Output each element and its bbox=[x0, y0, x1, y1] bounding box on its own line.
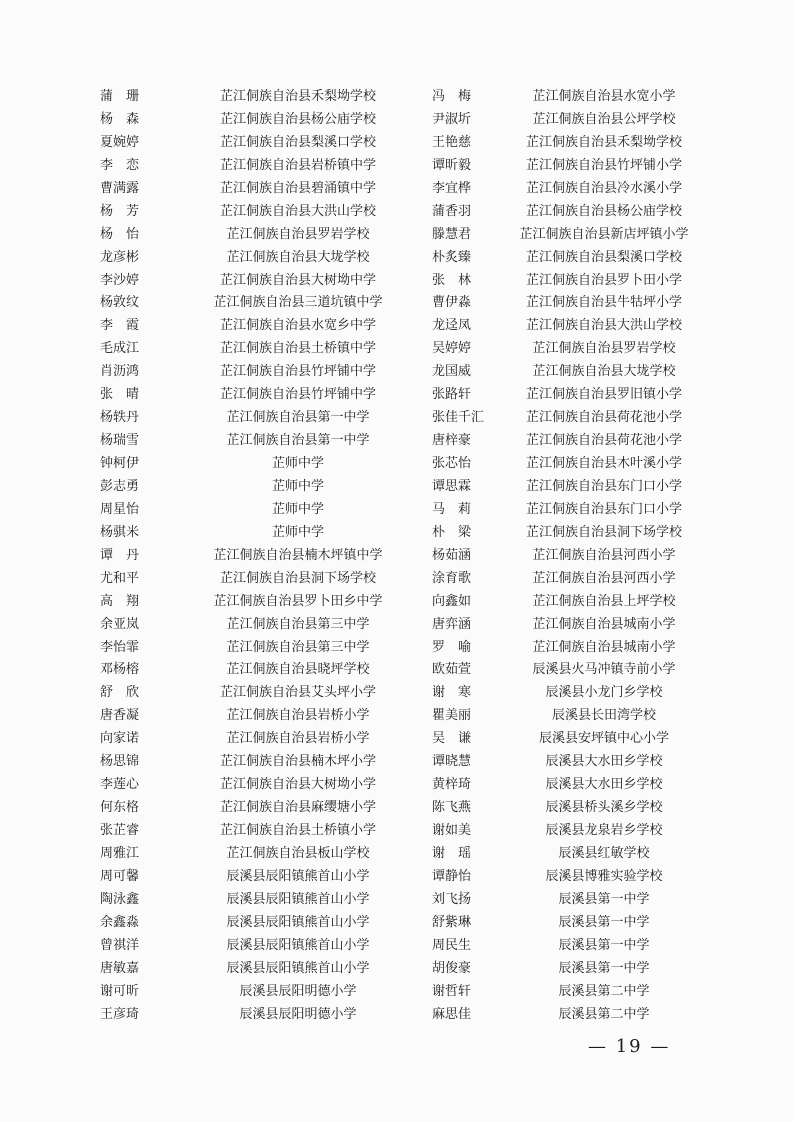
person-name: 舒紫琳 bbox=[432, 914, 472, 930]
person-name: 张 林 bbox=[432, 272, 472, 288]
school-name: 辰溪县龙泉岩乡学校 bbox=[545, 823, 663, 838]
person-name: 周可馨 bbox=[100, 868, 140, 884]
person-name: 谢如美 bbox=[432, 823, 472, 838]
school-name: 辰溪县大水田乡学校 bbox=[545, 754, 663, 770]
person-name: 朴 梁 bbox=[432, 524, 472, 540]
person-name: 谢 寒 bbox=[432, 685, 472, 701]
person-name: 尹淑圻 bbox=[432, 111, 472, 127]
school-name: 辰溪县安坪镇中心小学 bbox=[538, 731, 669, 747]
person-name: 曹伊淼 bbox=[432, 295, 472, 311]
person-name: 杨瑞雪 bbox=[100, 433, 140, 449]
person-name: 张芷睿 bbox=[100, 823, 140, 838]
school-name: 芷江侗族自治县岩桥小学 bbox=[226, 708, 370, 724]
person-name: 邓杨榕 bbox=[100, 662, 140, 678]
person-name: 马 莉 bbox=[432, 501, 472, 517]
school-name: 芷江侗族自治县大垅学校 bbox=[226, 249, 370, 265]
person-name: 李怡霏 bbox=[100, 639, 140, 655]
school-name: 辰溪县辰阳明德小学 bbox=[239, 1006, 357, 1022]
school-name: 辰溪县辰阳镇熊首山小学 bbox=[226, 868, 370, 884]
list-row bbox=[0, 889, 793, 912]
list-row bbox=[0, 453, 793, 476]
person-name: 吴婷婷 bbox=[432, 341, 472, 357]
person-name: 周民生 bbox=[432, 937, 472, 953]
school-name: 芷江侗族自治县禾梨坳学校 bbox=[525, 134, 682, 150]
person-name: 瞿美丽 bbox=[432, 708, 472, 724]
list-row bbox=[0, 109, 793, 132]
school-name: 芷江侗族自治县第三中学 bbox=[226, 616, 370, 632]
list-row bbox=[0, 981, 793, 1004]
person-name: 李 恋 bbox=[100, 157, 140, 173]
person-name: 谭 丹 bbox=[100, 547, 140, 563]
person-name: 杨骐米 bbox=[100, 524, 140, 540]
list-row bbox=[0, 201, 793, 224]
school-name: 芷江侗族自治县水宽小学 bbox=[532, 89, 676, 104]
person-name: 麻思佳 bbox=[432, 1006, 472, 1022]
person-name: 高 翔 bbox=[100, 593, 140, 609]
list-row bbox=[0, 705, 793, 728]
list-row bbox=[0, 86, 793, 109]
school-name: 芷江侗族自治县河西小学 bbox=[532, 570, 676, 586]
list-row bbox=[0, 637, 793, 660]
list-row bbox=[0, 774, 793, 797]
school-name: 辰溪县火马冲镇寺前小学 bbox=[532, 662, 676, 678]
school-name: 芷江侗族自治县第三中学 bbox=[226, 639, 370, 655]
list-row bbox=[0, 270, 793, 293]
school-name: 芷江侗族自治县禾梨坳学校 bbox=[219, 89, 376, 104]
list-row bbox=[0, 430, 793, 453]
person-name: 余亚岚 bbox=[100, 616, 140, 632]
list-row bbox=[0, 591, 793, 614]
person-name: 周星怡 bbox=[100, 501, 140, 517]
school-name: 芷江侗族自治县土桥镇中学 bbox=[219, 341, 376, 357]
person-name: 蒲香羽 bbox=[432, 203, 472, 219]
person-name: 李宜桦 bbox=[432, 180, 472, 196]
person-name: 杨 森 bbox=[100, 111, 140, 127]
school-name: 芷江侗族自治县晓坪学校 bbox=[226, 662, 370, 678]
school-name: 芷江侗族自治县梨溪口学校 bbox=[525, 249, 682, 265]
school-name: 芷江侗族自治县楠木坪镇中学 bbox=[213, 547, 383, 563]
person-name: 滕慧君 bbox=[432, 226, 472, 242]
person-name: 王彦琦 bbox=[100, 1006, 140, 1022]
list-row bbox=[0, 912, 793, 935]
school-name: 辰溪县第一中学 bbox=[558, 914, 650, 930]
person-name: 尤和平 bbox=[100, 570, 140, 586]
school-name: 芷江侗族自治县竹坪铺中学 bbox=[219, 364, 376, 380]
school-name: 芷江侗族自治县大树坳中学 bbox=[219, 272, 376, 288]
person-name: 唐弈涵 bbox=[432, 616, 472, 632]
person-name: 夏婉婷 bbox=[100, 134, 140, 150]
person-name: 周雅江 bbox=[100, 845, 140, 861]
person-name: 唐香凝 bbox=[100, 708, 140, 724]
school-name: 芷江侗族自治县牛牯坪小学 bbox=[525, 295, 682, 311]
list-row bbox=[0, 224, 793, 247]
list-row bbox=[0, 247, 793, 270]
school-name: 芷江侗族自治县城南小学 bbox=[532, 639, 676, 655]
school-name: 辰溪县长田湾学校 bbox=[551, 708, 656, 724]
person-name: 彭志勇 bbox=[100, 478, 140, 494]
school-name: 芷江侗族自治县楠木坪小学 bbox=[219, 754, 376, 770]
school-name: 芷江侗族自治县三道坑镇中学 bbox=[213, 295, 383, 311]
list-row bbox=[0, 132, 793, 155]
person-name: 谢哲轩 bbox=[432, 983, 472, 999]
list-row bbox=[0, 728, 793, 751]
school-name: 芷江侗族自治县罗旧镇小学 bbox=[525, 387, 682, 403]
person-name: 龙迳凤 bbox=[432, 318, 472, 334]
list-row bbox=[0, 751, 793, 774]
school-name: 芷师中学 bbox=[271, 456, 324, 471]
list-row bbox=[0, 407, 793, 430]
list-row bbox=[0, 292, 793, 315]
person-name: 谢 瑶 bbox=[432, 845, 472, 861]
person-name: 谭晓慧 bbox=[432, 754, 472, 770]
school-name: 芷江侗族自治县大洪山学校 bbox=[219, 203, 376, 219]
list-row bbox=[0, 522, 793, 545]
list-row bbox=[0, 958, 793, 981]
school-name: 芷江侗族自治县第一中学 bbox=[226, 410, 370, 426]
person-name: 唐梓豪 bbox=[432, 433, 472, 449]
list-row bbox=[0, 1004, 793, 1027]
person-name: 龙国威 bbox=[432, 364, 472, 380]
school-name: 辰溪县第一中学 bbox=[558, 891, 650, 907]
person-name: 唐敏嘉 bbox=[100, 960, 140, 976]
person-name: 毛成江 bbox=[100, 341, 140, 357]
list-row bbox=[0, 384, 793, 407]
person-name: 罗 喻 bbox=[432, 639, 472, 655]
person-name: 曹满露 bbox=[100, 180, 140, 196]
school-name: 辰溪县小龙门乡学校 bbox=[545, 685, 663, 701]
school-name: 芷江侗族自治县木叶溪小学 bbox=[525, 456, 682, 471]
school-name: 芷江侗族自治县荷花池小学 bbox=[525, 433, 682, 449]
person-name: 张芯怡 bbox=[432, 456, 472, 471]
person-name: 胡俊豪 bbox=[432, 960, 472, 976]
name-list bbox=[0, 86, 793, 1026]
school-name: 辰溪县辰阳镇熊首山小学 bbox=[226, 891, 370, 907]
school-name: 芷江侗族自治县竹坪铺小学 bbox=[525, 157, 682, 173]
page-number: — 19 — bbox=[588, 1036, 671, 1057]
list-row bbox=[0, 682, 793, 705]
school-name: 芷江侗族自治县梨溪口学校 bbox=[219, 134, 376, 150]
person-name: 谭昕毅 bbox=[432, 157, 472, 173]
school-name: 芷江侗族自治县麻缨塘小学 bbox=[219, 800, 376, 816]
school-name: 辰溪县第二中学 bbox=[558, 1006, 650, 1022]
school-name: 芷江侗族自治县大树坳小学 bbox=[219, 777, 376, 793]
list-row bbox=[0, 545, 793, 568]
school-name: 芷江侗族自治县罗岩学校 bbox=[532, 341, 676, 357]
person-name: 李 霞 bbox=[100, 318, 140, 334]
school-name: 芷江侗族自治县岩桥镇中学 bbox=[219, 157, 376, 173]
list-row bbox=[0, 338, 793, 361]
school-name: 芷江侗族自治县东门口小学 bbox=[525, 478, 682, 494]
list-row bbox=[0, 315, 793, 338]
person-name: 杨敦纹 bbox=[100, 295, 140, 311]
school-name: 辰溪县第二中学 bbox=[558, 983, 650, 999]
school-name: 芷江侗族自治县新店坪镇小学 bbox=[519, 226, 689, 242]
person-name: 谢可昕 bbox=[100, 983, 140, 999]
person-name: 张路轩 bbox=[432, 387, 472, 403]
school-name: 芷江侗族自治县罗卜田小学 bbox=[525, 272, 682, 288]
school-name: 辰溪县大水田乡学校 bbox=[545, 777, 663, 793]
school-name: 芷江侗族自治县河西小学 bbox=[532, 547, 676, 563]
person-name: 黄梓琦 bbox=[432, 777, 472, 793]
school-name: 芷江侗族自治县水宽乡中学 bbox=[219, 318, 376, 334]
person-name: 曾祺洋 bbox=[100, 937, 140, 953]
person-name: 肖沥鸿 bbox=[100, 364, 140, 380]
person-name: 朴炙臻 bbox=[432, 249, 472, 265]
list-row bbox=[0, 935, 793, 958]
person-name: 刘飞扬 bbox=[432, 891, 472, 907]
person-name: 王艳慈 bbox=[432, 134, 472, 150]
school-name: 芷师中学 bbox=[271, 501, 324, 517]
list-row bbox=[0, 361, 793, 384]
school-name: 芷江侗族自治县冷水溪小学 bbox=[525, 180, 682, 196]
school-name: 芷江侗族自治县罗卜田乡中学 bbox=[213, 593, 383, 609]
school-name: 芷江侗族自治县岩桥小学 bbox=[226, 731, 370, 747]
person-name: 杨思锦 bbox=[100, 754, 140, 770]
school-name: 芷江侗族自治县城南小学 bbox=[532, 616, 676, 632]
person-name: 钟柯伊 bbox=[100, 456, 140, 471]
person-name: 陈飞燕 bbox=[432, 800, 472, 816]
school-name: 芷江侗族自治县艾头坪小学 bbox=[219, 685, 376, 701]
list-row bbox=[0, 155, 793, 178]
school-name: 芷江侗族自治县竹坪铺中学 bbox=[219, 387, 376, 403]
person-name: 谭思霖 bbox=[432, 478, 472, 494]
school-name: 芷江侗族自治县碧涌镇中学 bbox=[219, 180, 376, 196]
person-name: 杨 怡 bbox=[100, 226, 140, 242]
list-row bbox=[0, 178, 793, 201]
person-name: 张佳千汇 bbox=[432, 410, 485, 426]
school-name: 芷江侗族自治县公坪学校 bbox=[532, 111, 676, 127]
list-row bbox=[0, 614, 793, 637]
list-row bbox=[0, 659, 793, 682]
school-name: 辰溪县桥头溪乡学校 bbox=[545, 800, 663, 816]
school-name: 辰溪县第一中学 bbox=[558, 960, 650, 976]
person-name: 何东格 bbox=[100, 800, 140, 816]
school-name: 芷师中学 bbox=[271, 524, 324, 540]
person-name: 张 晴 bbox=[100, 387, 140, 403]
school-name: 芷江侗族自治县大垅学校 bbox=[532, 364, 676, 380]
school-name: 辰溪县辰阳镇熊首山小学 bbox=[226, 960, 370, 976]
list-row bbox=[0, 866, 793, 889]
person-name: 吴 谦 bbox=[432, 731, 472, 747]
list-row bbox=[0, 568, 793, 591]
person-name: 李沙婷 bbox=[100, 272, 140, 288]
person-name: 杨茹涵 bbox=[432, 547, 472, 563]
school-name: 芷江侗族自治县洞下场学校 bbox=[525, 524, 682, 540]
person-name: 舒 欣 bbox=[100, 685, 140, 701]
school-name: 辰溪县红敏学校 bbox=[558, 845, 650, 861]
person-name: 冯 梅 bbox=[432, 89, 472, 104]
list-row bbox=[0, 476, 793, 499]
school-name: 辰溪县辰阳镇熊首山小学 bbox=[226, 914, 370, 930]
school-name: 芷江侗族自治县洞下场学校 bbox=[219, 570, 376, 586]
person-name: 杨轶丹 bbox=[100, 410, 140, 426]
person-name: 涂育歌 bbox=[432, 570, 472, 586]
school-name: 辰溪县第一中学 bbox=[558, 937, 650, 953]
list-row bbox=[0, 499, 793, 522]
list-row bbox=[0, 820, 793, 843]
school-name: 芷师中学 bbox=[271, 478, 324, 494]
school-name: 辰溪县辰阳镇熊首山小学 bbox=[226, 937, 370, 953]
school-name: 芷江侗族自治县杨公庙学校 bbox=[525, 203, 682, 219]
person-name: 欧茹萱 bbox=[432, 662, 472, 678]
person-name: 余鑫淼 bbox=[100, 914, 140, 930]
school-name: 芷江侗族自治县东门口小学 bbox=[525, 501, 682, 517]
school-name: 芷江侗族自治县荷花池小学 bbox=[525, 410, 682, 426]
school-name: 芷江侗族自治县杨公庙学校 bbox=[219, 111, 376, 127]
school-name: 辰溪县辰阳明德小学 bbox=[239, 983, 357, 999]
person-name: 向家诺 bbox=[100, 731, 140, 747]
person-name: 龙彦彬 bbox=[100, 249, 140, 265]
school-name: 芷江侗族自治县第一中学 bbox=[226, 433, 370, 449]
person-name: 陶泳鑫 bbox=[100, 891, 140, 907]
school-name: 芷江侗族自治县上坪学校 bbox=[532, 593, 676, 609]
person-name: 李莲心 bbox=[100, 777, 140, 793]
school-name: 芷江侗族自治县罗岩学校 bbox=[226, 226, 370, 242]
school-name: 芷江侗族自治县大洪山学校 bbox=[525, 318, 682, 334]
person-name: 向鑫如 bbox=[432, 593, 472, 609]
school-name: 辰溪县博雅实验学校 bbox=[545, 868, 663, 884]
person-name: 谭静怡 bbox=[432, 868, 472, 884]
school-name: 芷江侗族自治县板山学校 bbox=[226, 845, 370, 861]
list-row bbox=[0, 797, 793, 820]
list-row bbox=[0, 843, 793, 866]
school-name: 芷江侗族自治县土桥镇小学 bbox=[219, 823, 376, 838]
person-name: 杨 芳 bbox=[100, 203, 140, 219]
person-name: 蒲 珊 bbox=[100, 89, 140, 104]
